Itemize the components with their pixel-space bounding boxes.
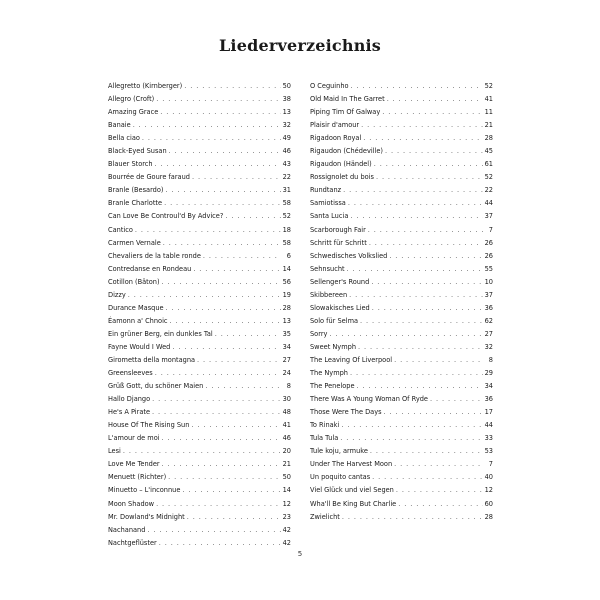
song-page-number: 46 (282, 434, 291, 443)
song-entry (310, 158, 493, 171)
song-page-number: 29 (484, 369, 493, 378)
dot-leader (205, 380, 281, 393)
song-page-number: 22 (282, 173, 291, 182)
song-page-number: 38 (282, 95, 291, 104)
song-entry (310, 250, 493, 263)
dot-leader (197, 354, 281, 367)
song-entry (108, 484, 291, 497)
song-entry (108, 419, 291, 432)
song-entry (310, 511, 493, 524)
song-title: Nachanand (108, 525, 146, 534)
song-page-number: 58 (282, 199, 291, 208)
dot-leader (369, 237, 483, 250)
song-title: L'amour de moi (108, 434, 160, 443)
dot-leader (152, 406, 281, 419)
song-page-number: 56 (282, 277, 291, 286)
song-title: There Was A Young Woman Of Ryde (310, 395, 428, 404)
dot-leader (387, 93, 483, 106)
song-entry (310, 458, 493, 471)
dot-leader (156, 498, 281, 511)
song-list-right (310, 80, 493, 524)
song-title: Plaisir d'amour (310, 121, 360, 130)
song-page-number: 32 (282, 121, 291, 130)
song-entry (310, 393, 493, 406)
song-title: Rossignolet du bois (310, 173, 374, 182)
dot-leader (341, 419, 482, 432)
song-page-number: 26 (484, 251, 493, 260)
song-page-number: 10 (484, 277, 493, 286)
song-title: Sehnsucht (310, 264, 345, 273)
song-title: Rigaudon (Chédeville) (310, 147, 383, 156)
song-page-number: 12 (282, 499, 291, 508)
song-title: Contredanse en Rondeau (108, 264, 192, 273)
song-entry (108, 158, 291, 171)
song-page-number: 36 (484, 303, 493, 312)
song-page-number: 43 (282, 160, 291, 169)
song-page-number: 52 (484, 173, 493, 182)
song-page-number: 44 (484, 199, 493, 208)
dot-leader (165, 184, 280, 197)
dot-leader (342, 511, 483, 524)
dot-leader (358, 341, 483, 354)
song-entry (310, 224, 493, 237)
dot-leader (184, 80, 280, 93)
song-page-number: 44 (484, 421, 493, 430)
dot-leader (349, 289, 482, 302)
song-page-number: 52 (484, 82, 493, 90)
dot-leader (360, 315, 483, 328)
dot-leader (350, 210, 482, 223)
song-entry (310, 367, 493, 380)
song-title: Tula Tula (310, 434, 339, 443)
song-page-number: 53 (484, 447, 493, 456)
song-page-number: 8 (286, 382, 291, 391)
dot-leader (370, 445, 483, 458)
dot-leader (152, 393, 280, 406)
song-page-number: 37 (484, 290, 493, 299)
song-title: Scarborough Fair (310, 225, 366, 234)
song-entry (310, 237, 493, 250)
dot-leader (164, 197, 281, 210)
song-entry (108, 250, 291, 263)
song-title: Schwedisches Volkslied (310, 251, 388, 260)
song-page-number: 48 (282, 408, 291, 417)
song-entry (310, 106, 493, 119)
song-page-number: 26 (484, 238, 493, 247)
song-page-number: 34 (282, 342, 291, 351)
song-entry (108, 471, 291, 484)
dot-leader (394, 458, 483, 471)
song-page-number: 40 (484, 473, 493, 482)
song-title: Amazing Grace (108, 108, 159, 117)
song-entry (310, 276, 493, 289)
song-entry (108, 328, 291, 341)
song-page-number: 42 (282, 538, 291, 547)
song-entry (108, 511, 291, 524)
song-page-number: 6 (286, 251, 291, 260)
song-title: He's A Pirate (108, 408, 151, 417)
song-title: Branle (Besardo) (108, 186, 164, 195)
song-page-number: 28 (484, 512, 493, 521)
dot-leader (182, 484, 280, 497)
song-entry (310, 380, 493, 393)
dot-leader (329, 328, 482, 341)
song-title: Cotillon (Bâton) (108, 277, 160, 286)
song-page-number: 37 (484, 212, 493, 221)
song-entry (108, 315, 291, 328)
song-title: Branle Charlotte (108, 199, 163, 208)
song-entry (310, 484, 493, 497)
song-title: Samiotissa (310, 199, 346, 208)
song-page-number: 21 (484, 121, 493, 130)
song-title: Sorry (310, 329, 328, 338)
song-page-number: 28 (282, 303, 291, 312)
dot-leader (133, 119, 281, 132)
dot-leader (156, 93, 280, 106)
dot-leader (430, 393, 483, 406)
song-entry (310, 328, 493, 341)
song-title: Carmen Vernale (108, 238, 161, 247)
song-title: Allegretto (Kirnberger) (108, 82, 183, 90)
dot-leader (385, 145, 483, 158)
song-page-number: 13 (282, 316, 291, 325)
song-entry (310, 80, 493, 93)
song-page-number: 32 (484, 342, 493, 351)
song-entry (108, 302, 291, 315)
dot-leader (155, 158, 281, 171)
song-title: Moon Shadow (108, 499, 155, 508)
song-title: Bella ciao (108, 134, 140, 143)
song-entry (108, 171, 291, 184)
song-page-number: 21 (282, 460, 291, 469)
dot-leader (382, 106, 482, 119)
dot-leader (193, 263, 280, 276)
dot-leader (357, 380, 483, 393)
dot-leader (389, 250, 482, 263)
dot-leader (376, 171, 483, 184)
dot-leader (203, 250, 281, 263)
song-entry (108, 341, 291, 354)
song-title: Dizzy (108, 290, 126, 299)
page-title: Liederverzeichnis (218, 36, 382, 55)
song-page-number: 13 (282, 108, 291, 117)
song-entry (310, 197, 493, 210)
song-entry (108, 524, 291, 537)
song-title: Ein grüner Berg, ein dunkles Tal (108, 329, 213, 338)
dot-leader (147, 524, 280, 537)
song-title: Viel Glück und viel Segen (310, 486, 394, 495)
song-page-number: 58 (282, 238, 291, 247)
song-entry (108, 393, 291, 406)
song-page-number: 11 (484, 108, 493, 117)
dot-leader (374, 158, 483, 171)
song-entry (108, 406, 291, 419)
song-title: Sweet Nymph (310, 342, 356, 351)
song-title: The Nymph (310, 369, 348, 378)
dot-leader (163, 237, 281, 250)
dot-leader (166, 302, 281, 315)
dot-leader (135, 224, 281, 237)
song-entry (310, 445, 493, 458)
song-title: Nachtgeflüster (108, 538, 157, 547)
song-title: Old Maid In The Garret (310, 95, 385, 104)
song-page-number: 18 (282, 225, 291, 234)
dot-leader (187, 511, 281, 524)
dot-leader (128, 289, 281, 302)
song-page-number: 35 (282, 329, 291, 338)
song-title: Allegro (Croft) (108, 95, 155, 104)
song-page-number: 52 (282, 212, 291, 221)
song-title: Minuetto – L'inconnue (108, 486, 181, 495)
song-page-number: 62 (484, 316, 493, 325)
dot-leader (340, 432, 482, 445)
song-entry (108, 145, 291, 158)
dot-leader (160, 106, 280, 119)
song-title: Those Were The Days (310, 408, 382, 417)
song-page-number: 31 (282, 186, 291, 195)
song-title: Skibbereen (310, 290, 348, 299)
dot-leader (351, 80, 483, 93)
dot-leader (192, 171, 281, 184)
song-page-number: 41 (282, 421, 291, 430)
song-page-number: 41 (484, 95, 493, 104)
song-title: Schritt für Schritt (310, 238, 367, 247)
song-page-number: 33 (484, 434, 493, 443)
dot-leader (350, 367, 483, 380)
song-entry (310, 132, 493, 145)
song-title: Santa Lucia (310, 212, 349, 221)
song-title: Durance Masque (108, 303, 164, 312)
dot-leader (142, 132, 281, 145)
song-page-number: 12 (484, 486, 493, 495)
song-title: Tule koju, armuke (310, 447, 368, 456)
song-title: Sellenger's Round (310, 277, 370, 286)
song-entry (310, 184, 493, 197)
dot-leader (162, 276, 281, 289)
dot-leader (159, 537, 281, 550)
song-title: Éamonn a' Chnoic (108, 316, 168, 325)
song-page-number: 42 (282, 525, 291, 534)
song-title: Solo für Selma (310, 316, 359, 325)
song-page-number: 60 (484, 499, 493, 508)
song-page-number: 19 (282, 290, 291, 299)
song-title: Grüß Gott, du schöner Maien (108, 382, 204, 391)
song-page-number: 61 (484, 160, 493, 169)
dot-leader (372, 471, 482, 484)
song-entry (108, 458, 291, 471)
song-entry (310, 419, 493, 432)
dot-leader (215, 328, 281, 341)
dot-leader (343, 184, 483, 197)
song-title: Love Me Tender (108, 460, 160, 469)
song-page-number: 28 (484, 134, 493, 143)
song-entry (310, 315, 493, 328)
song-title: Zwielicht (310, 512, 340, 521)
song-entry (310, 498, 493, 511)
song-entry (310, 93, 493, 106)
dot-leader (191, 419, 280, 432)
song-page-number: 22 (484, 186, 493, 195)
song-title: House Of The Rising Sun (108, 421, 190, 430)
song-title: Black-Eyed Susan (108, 147, 167, 156)
song-page-number: 14 (282, 486, 291, 495)
song-entry (310, 354, 493, 367)
song-title: Fayne Would I Wed (108, 342, 171, 351)
song-title: Piping Tim Of Galway (310, 108, 381, 117)
song-entry (310, 432, 493, 445)
song-entry (108, 380, 291, 393)
song-page-number: 36 (484, 395, 493, 404)
song-entry (310, 289, 493, 302)
song-entry (310, 171, 493, 184)
song-entry (108, 354, 291, 367)
song-page-number: 27 (484, 329, 493, 338)
dot-leader (162, 458, 281, 471)
dot-leader (398, 498, 482, 511)
dot-leader (348, 197, 483, 210)
song-title: Greensleeves (108, 369, 153, 378)
song-title: Rigadoon Royal (310, 134, 362, 143)
song-entry (108, 80, 291, 93)
dot-leader (225, 210, 280, 223)
song-entry (310, 263, 493, 276)
song-title: Slowakisches Lied (310, 303, 370, 312)
song-page-number: 45 (484, 147, 493, 156)
song-title: To Rinaki (310, 421, 340, 430)
song-title: Menuett (Richter) (108, 473, 167, 482)
song-title: Hallo Django (108, 395, 151, 404)
song-entry (108, 367, 291, 380)
dot-leader (168, 471, 280, 484)
song-entry (108, 184, 291, 197)
song-entry (108, 106, 291, 119)
song-entry (108, 132, 291, 145)
song-entry (310, 210, 493, 223)
song-title: Chevaliers de la table ronde (108, 251, 201, 260)
song-title: Blauer Storch (108, 160, 153, 169)
song-page-number: 55 (484, 264, 493, 273)
song-page-number: 17 (484, 408, 493, 417)
song-title: The Leaving Of Liverpool (310, 355, 393, 364)
song-page-number: 50 (282, 473, 291, 482)
song-page-number: 50 (282, 82, 291, 90)
song-title: Un poquito cantas (310, 473, 371, 482)
dot-leader (347, 263, 483, 276)
song-entry (108, 93, 291, 106)
song-entry (108, 119, 291, 132)
song-entry (108, 276, 291, 289)
song-title: Rigaudon (Händel) (310, 160, 372, 169)
song-page-number: 7 (488, 460, 493, 469)
song-title: Bourrée de Goure faraud (108, 173, 190, 182)
song-page-number: 24 (282, 369, 291, 378)
song-title: Under The Harvest Moon (310, 460, 393, 469)
song-title: Wha'll Be King But Charlie (310, 499, 397, 508)
song-page-number: 8 (488, 355, 493, 364)
dot-leader (155, 367, 281, 380)
song-entry (310, 341, 493, 354)
song-entry (310, 406, 493, 419)
dot-leader (123, 445, 281, 458)
dot-leader (170, 315, 281, 328)
song-page-number: 27 (282, 355, 291, 364)
dot-leader (363, 132, 482, 145)
dot-leader (172, 341, 280, 354)
song-entry (108, 498, 291, 511)
song-entry (310, 471, 493, 484)
song-title: The Penelope (310, 382, 355, 391)
song-entry (108, 537, 291, 550)
song-entry (108, 237, 291, 250)
song-entry (108, 289, 291, 302)
song-entry (108, 263, 291, 276)
song-title: Mr. Dowland's Midnight (108, 512, 185, 521)
song-page-number: 23 (282, 512, 291, 521)
dot-leader (394, 354, 483, 367)
song-entry (108, 197, 291, 210)
song-page-number: 34 (484, 382, 493, 391)
song-page-number: 7 (488, 225, 493, 234)
song-page-number: 20 (282, 447, 291, 456)
song-entry (310, 119, 493, 132)
dot-leader (371, 276, 482, 289)
dot-leader (169, 145, 281, 158)
song-entry (108, 210, 291, 223)
dot-leader (372, 302, 483, 315)
page-number: 5 (297, 550, 303, 558)
song-page-number: 30 (282, 395, 291, 404)
song-title: Banaie (108, 121, 131, 130)
song-entry (310, 302, 493, 315)
song-title: Cantico (108, 225, 133, 234)
song-page-number: 46 (282, 147, 291, 156)
song-page-number: 14 (282, 264, 291, 273)
song-entry (108, 445, 291, 458)
dot-leader (396, 484, 483, 497)
song-page-number: 49 (282, 134, 291, 143)
song-list-left (108, 80, 291, 550)
song-entry (108, 432, 291, 445)
dot-leader (384, 406, 483, 419)
song-title: O Ceguinho (310, 82, 349, 90)
song-title: Can Love Be Controul'd By Advice? (108, 212, 224, 221)
song-entry (108, 224, 291, 237)
song-entry (310, 145, 493, 158)
dot-leader (361, 119, 482, 132)
dot-leader (162, 432, 281, 445)
song-title: Rundtanz (310, 186, 342, 195)
song-title: Lesi (108, 447, 121, 456)
dot-leader (368, 224, 483, 237)
song-title: Girometta della montagna (108, 355, 196, 364)
